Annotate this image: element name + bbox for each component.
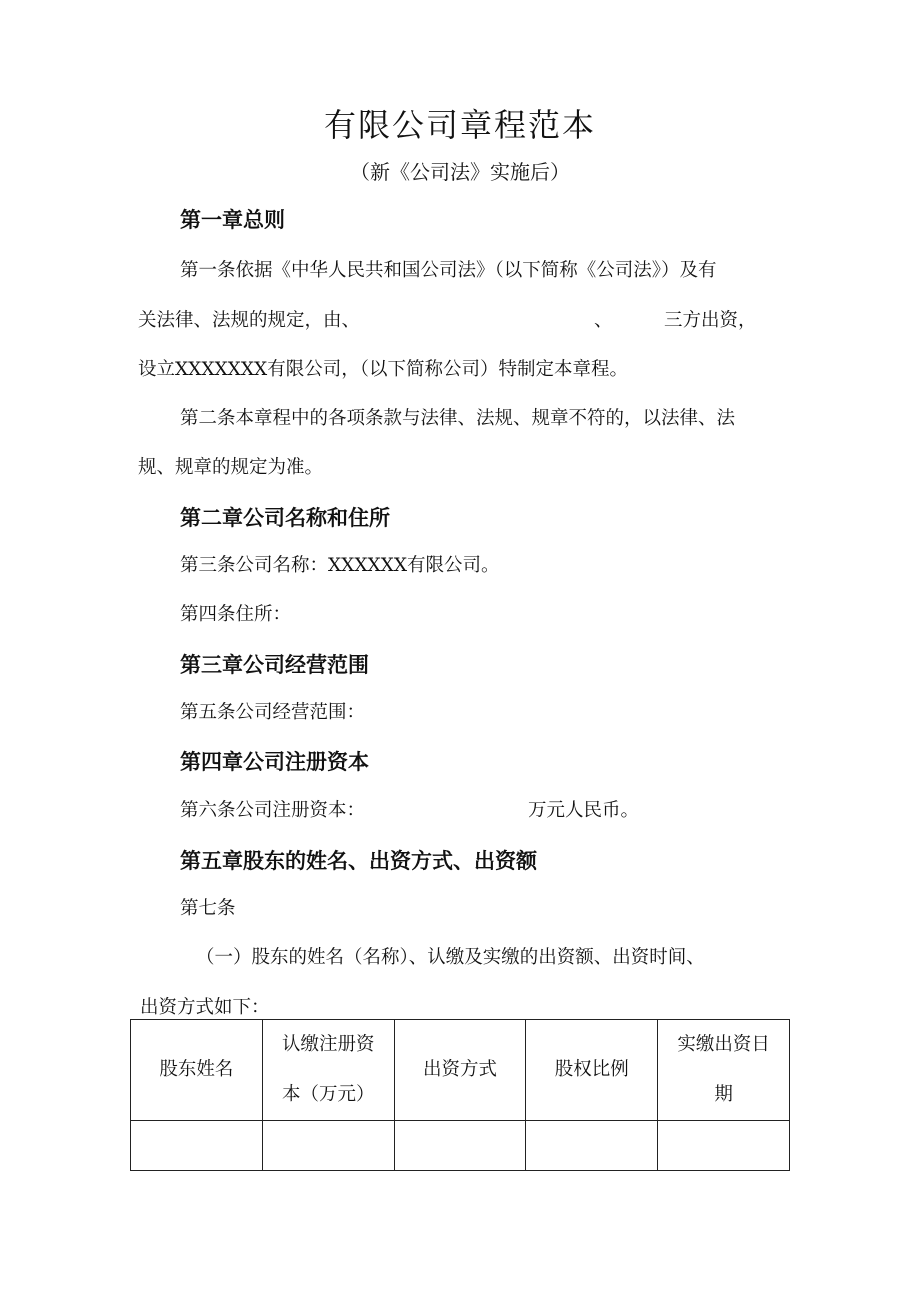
- document-title: 有限公司章程范本: [323, 106, 596, 144]
- table-cell-date[interactable]: [658, 1121, 790, 1171]
- chapter-1-heading: 第一章总则: [180, 208, 285, 232]
- article-1-line-2-part-a: 关法律、法规的规定，由、: [138, 310, 361, 331]
- article-3: 第三条公司名称：XXXXXX有限公司。: [180, 555, 500, 576]
- table-cell-ratio[interactable]: [526, 1121, 658, 1171]
- chapter-2-heading: 第二章公司名称和住所: [180, 506, 390, 530]
- header-contribution-method: 出资方式: [394, 1020, 526, 1121]
- chapter-4-heading: 第四章公司注册资本: [180, 750, 369, 774]
- table-cell-capital[interactable]: [262, 1121, 394, 1171]
- article-1-line-2-part-b: 、: [594, 310, 613, 331]
- clause-1-line-1: （一）股东的姓名（名称）、认缴及实缴的出资额、出资时间、: [196, 947, 705, 968]
- table-header-row: [131, 1020, 790, 1121]
- article-1-line-1: 第一条依据《中华人民共和国公司法》（以下简称《公司法》）及有: [180, 260, 717, 281]
- article-6-part-a: 第六条公司注册资本：: [180, 800, 366, 821]
- table-row: [131, 1121, 790, 1171]
- article-1-line-2-part-c: 三方出资，: [664, 310, 757, 331]
- chapter-3-heading: 第三章公司经营范围: [180, 653, 369, 677]
- shareholder-table: [130, 1019, 790, 1171]
- clause-1-line-2: 出资方式如下：: [140, 997, 270, 1018]
- article-6-part-b: 万元人民币。: [528, 800, 640, 821]
- header-shareholder-name: 股东姓名: [131, 1020, 263, 1121]
- article-2-line-2: 规、规章的规定为准。: [138, 457, 324, 478]
- table-cell-name[interactable]: [131, 1121, 263, 1171]
- article-7: 第七条: [180, 898, 236, 919]
- chapter-5-heading: 第五章股东的姓名、出资方式、出资额: [180, 849, 537, 873]
- header-paid-in-date: 实缴出资日 期: [658, 1020, 790, 1121]
- header-equity-ratio: 股权比例: [526, 1020, 658, 1121]
- header-subscribed-capital: 认缴注册资 本（万元）: [262, 1020, 394, 1121]
- article-1-line-3: 设立XXXXXXX有限公司，（以下简称公司）特制定本章程。: [138, 359, 628, 380]
- article-4: 第四条住所：: [180, 604, 292, 625]
- article-2-line-1: 第二条本章程中的各项条款与法律、法规、规章不符的，以法律、法: [180, 408, 736, 429]
- article-5: 第五条公司经营范围：: [180, 702, 366, 723]
- document-subtitle: （新《公司法》实施后）: [350, 160, 570, 184]
- table-cell-method[interactable]: [394, 1121, 526, 1171]
